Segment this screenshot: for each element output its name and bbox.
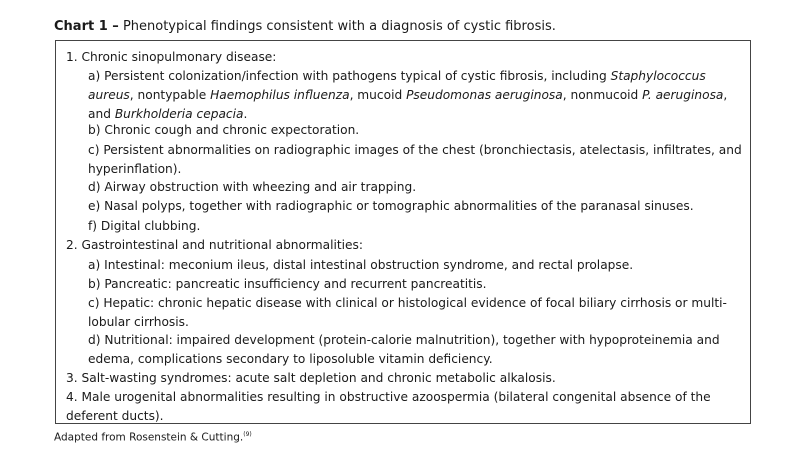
findings-box [55,40,751,424]
item-1c-radiographic: c) Persistent abnormalities on radiographic images of the chest (bronchiectasis, atelectasis, infiltrates, and hyperinflation). [88,143,742,176]
item-1d-airway: d) Airway obstruction with wheezing and air trapping. [88,180,417,194]
source-note [54,431,252,444]
item-1b-cough: b) Chronic cough and chronic expectoration. [88,123,360,137]
source-text: Adapted from Rosenstein & Cutting. [54,431,244,444]
item-1f-clubbing: f) Digital clubbing. [88,219,201,233]
item-3-salt-wasting: 3. Salt-wasting syndromes: acute salt depletion and chronic metabolic alkalosis. [66,371,556,385]
item-2-gastrointestinal: 2. Gastrointestinal and nutritional abnormalities: [66,238,364,252]
item-1e-nasal-polyps: e) Nasal polyps, together with radiographic or tomographic abnormalities of the paranasal sinuses. [88,199,694,213]
item-2d-nutritional: d) Nutritional: impaired development (protein-calorie malnutrition), together with hypoproteinemia and edema, complications secondary to liposoluble vitamin deficiency. [88,333,720,366]
chart-caption: Phenotypical findings consistent with a diagnosis of cystic fibrosis. [122,19,556,34]
item-1-sinopulmonary: 1. Chronic sinopulmonary disease: [66,50,277,64]
item-2b-pancreatic: b) Pancreatic: pancreatic insufficiency and recurrent pancreatitis. [88,277,487,291]
item-2c-hepatic: c) Hepatic: chronic hepatic disease with clinical or histological evidence of focal biliary cirrhosis or multi-lobular cirrhosis. [88,296,727,329]
item-2a-intestinal: a) Intestinal: meconium ileus, distal intestinal obstruction syndrome, and rectal prolapse. [88,258,634,272]
source-reference: (9) [243,431,252,438]
chart-label: Chart 1 – [54,19,119,34]
chart-title [54,19,556,34]
item-1a-pathogens: a) Persistent colonization/infection with pathogens typical of cystic fibrosis, including Staphylococcus aureus, nontypable Haemophilus influenza, mucoid Pseudomonas aeruginosa, nonmucoid P. aeruginosa, and Burkholderia cepacia. [88,69,728,121]
item-4-urogenital: 4. Male urogenital abnormalities resulting in obstructive azoospermia (bilateral congenital absence of the deferent ducts). [66,390,711,423]
